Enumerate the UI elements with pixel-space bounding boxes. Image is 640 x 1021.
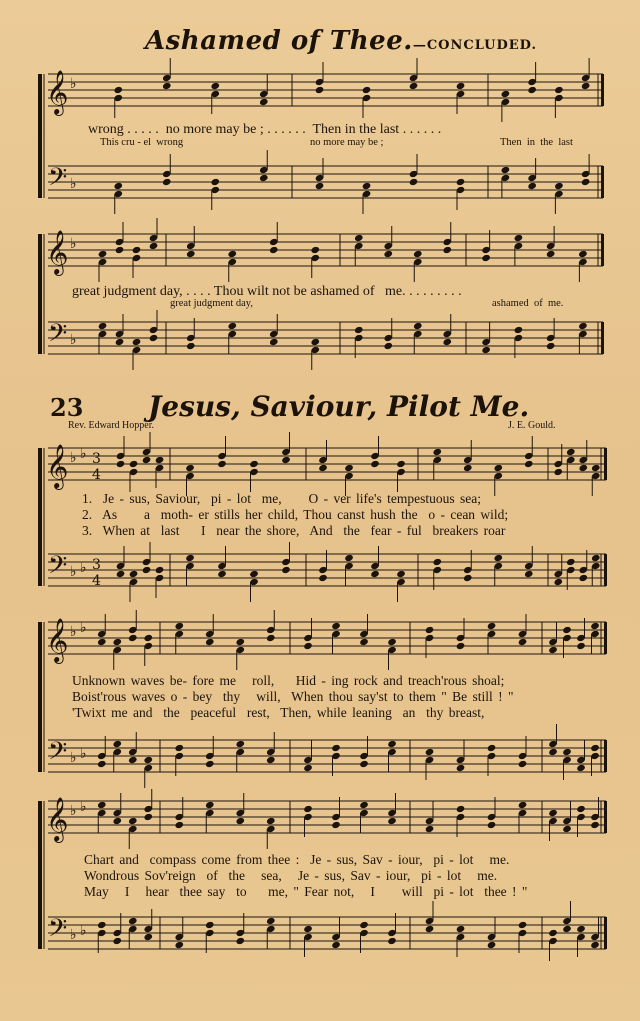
note-lower (514, 326, 524, 334)
note-lower (413, 322, 423, 330)
note-upper (331, 622, 341, 630)
note-upper (142, 456, 152, 464)
note-lower (578, 322, 588, 330)
bass-clef: 𝄢 (48, 737, 68, 772)
flat-sign: ♭ (70, 332, 77, 348)
note-lower (97, 760, 107, 768)
lyric-p1-s2-lower-a: great judgment day, (170, 298, 254, 309)
lyric-p1-s2-lower-b: ashamed of me. (492, 298, 564, 309)
final-barline-thick (604, 554, 607, 586)
note-upper (493, 464, 503, 472)
note-lower (259, 174, 269, 182)
final-barline-thick (601, 74, 604, 106)
note-lower (205, 921, 215, 929)
note-upper (396, 460, 406, 468)
time-sig-top: 3 (92, 557, 101, 573)
note-lower (129, 570, 139, 578)
note-upper (205, 801, 215, 809)
note-upper (249, 460, 259, 468)
flat-sign: ♭ (80, 923, 87, 939)
note-upper (562, 825, 572, 833)
note-upper (128, 634, 138, 642)
flat-sign: ♭ (70, 176, 77, 192)
flat-sign: ♭ (80, 560, 87, 576)
bass-clef: 𝄢 (48, 551, 68, 586)
note-upper (266, 817, 276, 825)
note-lower (217, 570, 227, 578)
note-lower (235, 937, 245, 945)
note-lower (456, 925, 466, 933)
note-upper (315, 86, 325, 94)
system-bracket (38, 448, 42, 586)
note-lower (113, 182, 123, 190)
note-lower (112, 937, 122, 945)
note-upper (174, 821, 184, 829)
treble-clef: 𝄞 (46, 618, 69, 662)
note-lower (132, 338, 142, 346)
hymn-title-jesus-saviour: Jesus, Saviour, Pilot Me. (148, 390, 530, 423)
note-lower (578, 574, 588, 582)
note-upper (132, 246, 142, 254)
final-barline-thick (604, 740, 607, 772)
note-lower (359, 921, 369, 929)
note-lower (518, 760, 528, 768)
note-lower (387, 740, 397, 748)
note-upper (174, 622, 184, 630)
note-upper (553, 468, 563, 476)
note-upper (98, 250, 108, 258)
system-bracket (38, 801, 42, 949)
note-upper (566, 448, 576, 456)
bass-clef: 𝄢 (48, 163, 68, 198)
note-lower (235, 740, 245, 748)
note-upper (463, 464, 473, 472)
verse-s1-3: 3. When at last I near the shore, And the fear - ful breakers roar (82, 523, 506, 538)
note-upper (303, 642, 313, 650)
note-upper (548, 809, 558, 817)
treble-clef: 𝄞 (46, 797, 69, 841)
note-upper (442, 246, 452, 254)
note-lower (155, 566, 165, 574)
note-upper (162, 82, 172, 90)
verse-s3-3: May I hear thee say to me, " Fear not, I will pi - lot thee ! " (84, 884, 528, 899)
note-upper (266, 634, 276, 642)
lyric-p1-s1-lower-b: no more may be ; (310, 137, 384, 148)
note-upper (143, 634, 153, 642)
note-lower (331, 941, 341, 949)
note-lower (149, 334, 159, 342)
note-upper (425, 825, 435, 833)
note-upper (387, 817, 397, 825)
note-upper (548, 646, 558, 654)
verse-s1-1: 1. Je - sus, Saviour, pi - lot me, O - ver life's tempestuous sea; (82, 491, 481, 506)
note-upper (235, 817, 245, 825)
note-upper (259, 98, 269, 106)
flat-sign: ♭ (80, 620, 87, 636)
note-lower (362, 182, 372, 190)
note-lower (128, 917, 138, 925)
treble-clef: 𝄞 (46, 444, 69, 488)
note-lower (409, 178, 419, 186)
note-lower (425, 925, 435, 933)
note-upper (227, 250, 237, 258)
note-upper (581, 82, 591, 90)
note-upper (518, 801, 528, 809)
note-lower (456, 178, 466, 186)
note-upper (354, 234, 364, 242)
note-upper (590, 622, 600, 630)
note-upper (235, 638, 245, 646)
note-lower (487, 744, 497, 752)
note-upper (185, 464, 195, 472)
note-lower (281, 566, 291, 574)
note-upper (362, 86, 372, 94)
treble-clef: 𝄞 (46, 70, 69, 114)
note-upper (409, 82, 419, 90)
note-upper (578, 250, 588, 258)
flat-sign: ♭ (70, 76, 77, 92)
note-upper (217, 460, 227, 468)
flat-sign: ♭ (80, 446, 87, 462)
flat-sign: ♭ (70, 564, 77, 580)
note-lower (425, 748, 435, 756)
hymn-composer: J. E. Gould. (508, 420, 556, 431)
note-lower (142, 566, 152, 574)
note-upper (554, 86, 564, 94)
flat-sign: ♭ (70, 236, 77, 252)
note-lower (553, 578, 563, 586)
note-lower (562, 748, 572, 756)
hymn-number: 23 (50, 393, 84, 422)
note-upper (370, 460, 380, 468)
note-upper (425, 626, 435, 634)
note-upper (143, 813, 153, 821)
note-lower (98, 322, 108, 330)
note-upper (112, 638, 122, 646)
note-upper (97, 801, 107, 809)
note-lower (185, 554, 195, 562)
note-lower (387, 937, 397, 945)
note-upper (97, 638, 107, 646)
note-lower (581, 178, 591, 186)
note-lower (205, 760, 215, 768)
system-bracket (38, 74, 42, 198)
note-upper (310, 246, 320, 254)
note-lower (227, 322, 237, 330)
note-lower (249, 570, 259, 578)
note-upper (116, 460, 126, 468)
note-lower (590, 941, 600, 949)
note-lower (591, 554, 601, 562)
note-lower (456, 764, 466, 772)
note-lower (315, 182, 325, 190)
note-lower (527, 182, 537, 190)
note-lower (566, 558, 576, 566)
note-lower (524, 570, 534, 578)
note-upper (318, 464, 328, 472)
flat-sign: ♭ (80, 799, 87, 815)
note-upper (387, 638, 397, 646)
note-lower (487, 941, 497, 949)
note-upper (112, 817, 122, 825)
note-upper (481, 254, 491, 262)
note-upper (115, 246, 125, 254)
lyric-p1-s1-lower-a: This cru - el wrong (100, 137, 184, 148)
verse-s3-1: Chart and compass come from thee : Je - sus, Sav - iour, pi - lot me. (84, 852, 510, 867)
note-upper (518, 638, 528, 646)
note-upper (128, 817, 138, 825)
title-concluded: —CONCLUDED. (412, 38, 537, 53)
note-upper (456, 805, 466, 813)
verse-s1-2: 2. As a moth- er stills her child, Thou canst hush the o - cean wild; (82, 507, 509, 522)
note-upper (281, 456, 291, 464)
note-upper (432, 448, 442, 456)
note-upper (413, 250, 423, 258)
flat-sign: ♭ (70, 450, 77, 466)
note-lower (562, 925, 572, 933)
verse-s2-2: Boist'rous waves o - bey thy will, When thou say'st to them " Be still ! " (72, 689, 514, 704)
note-upper (269, 246, 279, 254)
note-lower (548, 929, 558, 937)
note-lower (269, 338, 279, 346)
note-lower (186, 342, 196, 350)
note-lower (518, 921, 528, 929)
note-lower (432, 558, 442, 566)
note-lower (554, 182, 564, 190)
note-upper (186, 250, 196, 258)
note-upper (487, 821, 497, 829)
flat-sign: ♭ (70, 803, 77, 819)
note-lower (174, 941, 184, 949)
note-upper (514, 234, 524, 242)
note-upper (527, 86, 537, 94)
note-lower (546, 342, 556, 350)
note-lower (370, 570, 380, 578)
note-upper (456, 642, 466, 650)
note-upper (383, 250, 393, 258)
note-lower (116, 570, 126, 578)
note-lower (174, 744, 184, 752)
treble-clef: 𝄞 (46, 230, 69, 274)
note-lower (210, 178, 220, 186)
time-sig-bottom: 4 (92, 467, 101, 483)
note-upper (149, 242, 159, 250)
system-bracket (38, 622, 42, 772)
lyric-p1-s2-upper: great judgment day, . . . . Thou wilt not be ashamed of me. . . . . . . . . (72, 284, 462, 299)
note-lower (344, 554, 354, 562)
note-upper (487, 622, 497, 630)
note-upper (344, 464, 354, 472)
note-upper (562, 626, 572, 634)
note-upper (359, 801, 369, 809)
note-lower (463, 574, 473, 582)
system-bracket (38, 234, 42, 354)
final-barline-thick (601, 166, 604, 198)
final-barline-thick (604, 622, 607, 654)
bass-clef: 𝄢 (48, 319, 68, 354)
note-lower (143, 933, 153, 941)
verse-s2-1: Unknown waves be- fore me roll, Hid - ing rock and treach'rous shoal; (72, 673, 505, 688)
note-upper (155, 456, 165, 464)
note-lower (162, 178, 172, 186)
note-lower (359, 760, 369, 768)
note-lower (548, 748, 558, 756)
note-upper (113, 86, 123, 94)
note-lower (310, 338, 320, 346)
flat-sign: ♭ (70, 750, 77, 766)
note-lower (576, 925, 586, 933)
note-upper (590, 821, 600, 829)
note-upper (591, 464, 601, 472)
note-upper (456, 82, 466, 90)
note-upper (546, 250, 556, 258)
note-lower (590, 744, 600, 752)
final-barline-thick (601, 234, 604, 266)
note-upper (129, 460, 139, 468)
note-upper (576, 805, 586, 813)
note-upper (303, 805, 313, 813)
note-lower (266, 756, 276, 764)
note-lower (97, 921, 107, 929)
note-lower (396, 570, 406, 578)
note-lower (115, 338, 125, 346)
note-lower (501, 166, 511, 174)
note-lower (112, 740, 122, 748)
note-lower (493, 554, 503, 562)
note-lower (354, 326, 364, 334)
note-lower (266, 917, 276, 925)
note-upper (331, 821, 341, 829)
note-upper (501, 90, 511, 98)
note-lower (303, 764, 313, 772)
hymn-title-ashamed: Ashamed of Thee.—CONCLUDED. (145, 26, 537, 56)
verse-s3-2: Wondrous Sov'reign of the sea, Je - sus, Sav - iour, pi - lot me. (84, 868, 498, 883)
time-sig-bottom: 4 (92, 573, 101, 589)
lyric-p1-s1-upper: wrong . . . . . no more may be ; . . . . . . Then in the last . . . . . . (88, 122, 442, 137)
lyric-p1-s1-lower-c: Then in the last (500, 137, 573, 148)
note-upper (210, 82, 220, 90)
flat-sign: ♭ (80, 746, 87, 762)
note-upper (359, 638, 369, 646)
note-lower (318, 574, 328, 582)
flat-sign: ♭ (70, 927, 77, 943)
final-barline-thick (604, 801, 607, 833)
note-lower (143, 756, 153, 764)
note-lower (481, 346, 491, 354)
bass-clef: 𝄢 (48, 914, 68, 949)
time-sig-top: 3 (92, 451, 101, 467)
note-lower (383, 342, 393, 350)
note-lower (576, 764, 586, 772)
note-lower (442, 338, 452, 346)
final-barline-thick (604, 917, 607, 949)
flat-sign: ♭ (70, 624, 77, 640)
note-lower (331, 744, 341, 752)
note-upper (205, 638, 215, 646)
note-upper (578, 464, 588, 472)
final-barline-thick (601, 322, 604, 354)
hymn-author: Rev. Edward Hopper. (68, 420, 154, 431)
verse-s2-3: 'Twixt me and the peaceful rest, Then, while leaning an thy breast, (72, 705, 485, 720)
note-upper (524, 460, 534, 468)
note-upper (576, 642, 586, 650)
note-lower (128, 756, 138, 764)
final-barline-thick (604, 448, 607, 480)
note-lower (303, 925, 313, 933)
